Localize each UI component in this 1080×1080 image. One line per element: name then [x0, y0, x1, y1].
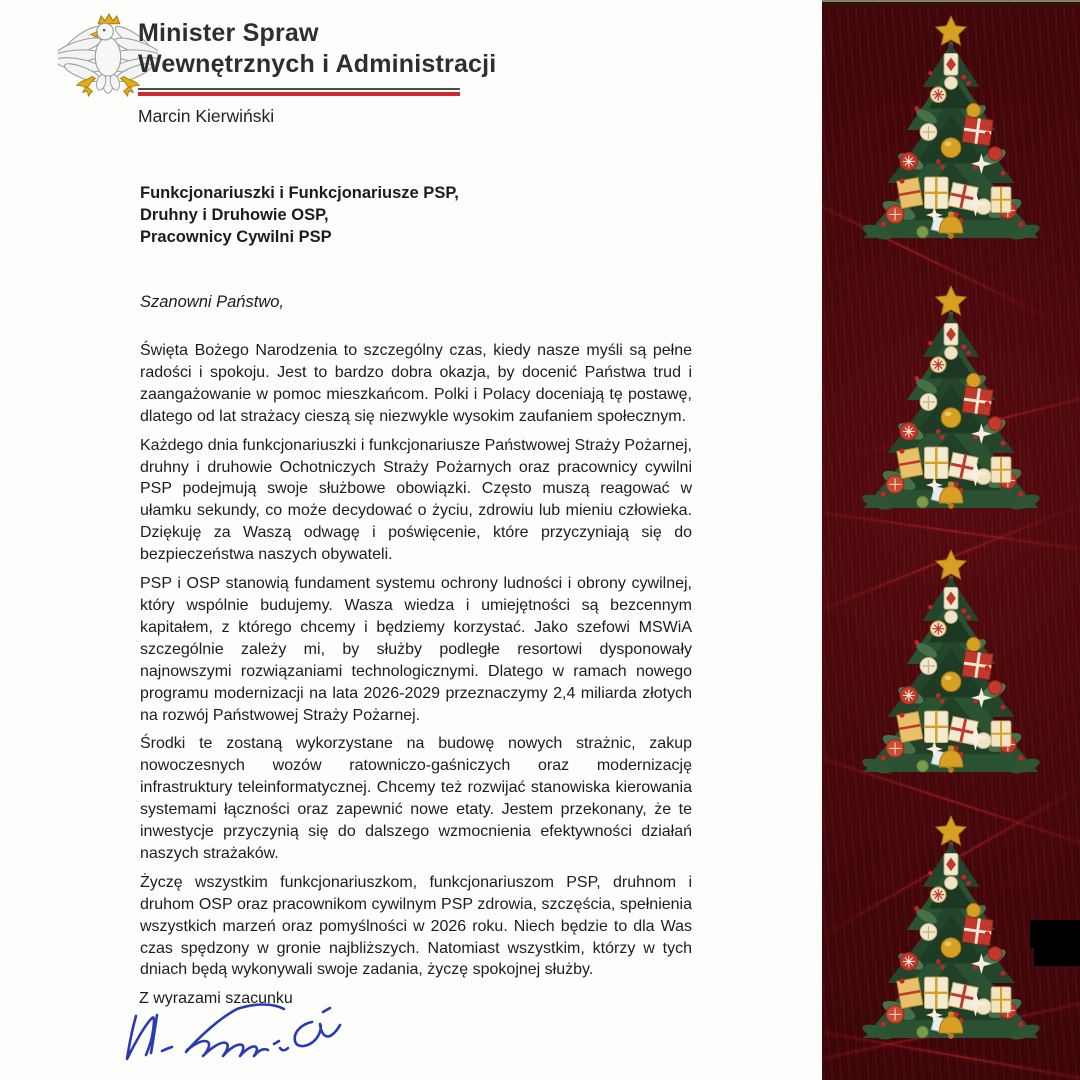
- christmas-tree-illustration: [848, 814, 1054, 1050]
- flag-divider: [138, 88, 460, 96]
- addressee-line: Pracownicy Cywilni PSP: [140, 228, 332, 246]
- letter-paragraph: Święta Bożego Narodzenia to szczególny czas, kiedy nasze myśli są pełne radości i spokoju. Jest to bardzo dobra okazja, by docenić Państwa trud i zaangażowanie w pomoc mieszkańcom. Polki i Polacy doceniają tę postawę, dlatego od lat strażacy cieszą się niezwykle wysokim zaufaniem społecznym.: [140, 342, 692, 425]
- ministry-title: [138, 18, 698, 80]
- minister-name: Marcin Kierwiński: [138, 106, 275, 126]
- christmas-tree-illustration: [848, 284, 1054, 520]
- addressee-line: Druhny i Druhowie OSP,: [140, 206, 329, 224]
- christmas-side-panel: [822, 0, 1080, 1080]
- letter-paragraph: Środki te zostaną wykorzystane na budowę nowych strażnic, zakup nowoczesnych wozów ratowniczo-gaśniczych oraz modernizację infrastruktury teleinformatycznej. Chcemy też rozwijać stanowiska kierowania systemami łączności oraz zapewnić nowe etaty. Jestem przekonany, że te inwestycje przyczynią się do dalszego wzmocnienia efektywności działań naszych strażaków.: [140, 735, 692, 862]
- panel-top-border: [822, 0, 1080, 5]
- christmas-tree-illustration: [848, 548, 1054, 784]
- signature-handwriting: [124, 1002, 400, 1080]
- salutation: Szanowni Państwo,: [140, 293, 284, 311]
- letter-paragraphs: [140, 340, 692, 981]
- ministry-title-line2: Wewnętrznych i Administracji: [138, 50, 497, 78]
- divider-red-bar: [138, 92, 460, 96]
- letter-paragraph: Życzę wszystkim funkcjonariuszkom, funkcjonariuszom PSP, druhnom i druhom OSP oraz pracownikom cywilnym PSP zdrowia, szczęścia, spełnienia wszystkich marzeń oraz pomyślności w 2026 roku. Niech będzie to dla Was czas spędzony w gronie najbliższych. Natomiast wszystkim, którzy w tych dniach będą wykonywali swoje zadania, życzę spokojnej służby.: [140, 873, 692, 979]
- letter-paragraph: PSP i OSP stanowią fundament systemu ochrony ludności i obrony cywilnej, który wspólnie budujemy. Wasza wiedza i umiejętności są bezcennym kapitałem, z którego chcemy i będziemy korzystać. Jako szefowi MSWiA szczególnie zależy mi, by służby podległe resortowi dysponowały najnowszymi rozwiązaniami technologicznymi. Dlatego w ramach nowego programu modernizacji na lata 2026-2029 przeznaczymy 2,4 miliarda złotych na rozwój Państwowej Straży Pożarnej.: [140, 575, 692, 724]
- scan-artifact-black-patch: [1034, 948, 1080, 966]
- letter-paragraph: Każdego dnia funkcjonariuszki i funkcjonariusze Państwowej Straży Pożarnej, druhny i druhowie Ochotniczych Straży Pożarnych oraz pracownicy cywilni PSP podejmują swoje służbowe obowiązki. Często muszą reagować w ułamku sekundy, co może decydować o życiu, zdrowiu lub mieniu człowieka. Dziękuję za Waszą odwagę i poświęcenie, które przyczyniają się do bezpieczeństwa naszych obywateli.: [140, 436, 692, 564]
- addressee-line: Funkcjonariuszki i Funkcjonariusze PSP,: [140, 184, 459, 202]
- addressee-block: [140, 182, 459, 248]
- christmas-tree-illustration: [848, 14, 1054, 250]
- closing-line: Z wyrazami szacunku: [139, 990, 293, 1007]
- scan-artifact-black-patch: [1030, 920, 1080, 948]
- ministry-title-line1: Minister Spraw: [138, 19, 319, 47]
